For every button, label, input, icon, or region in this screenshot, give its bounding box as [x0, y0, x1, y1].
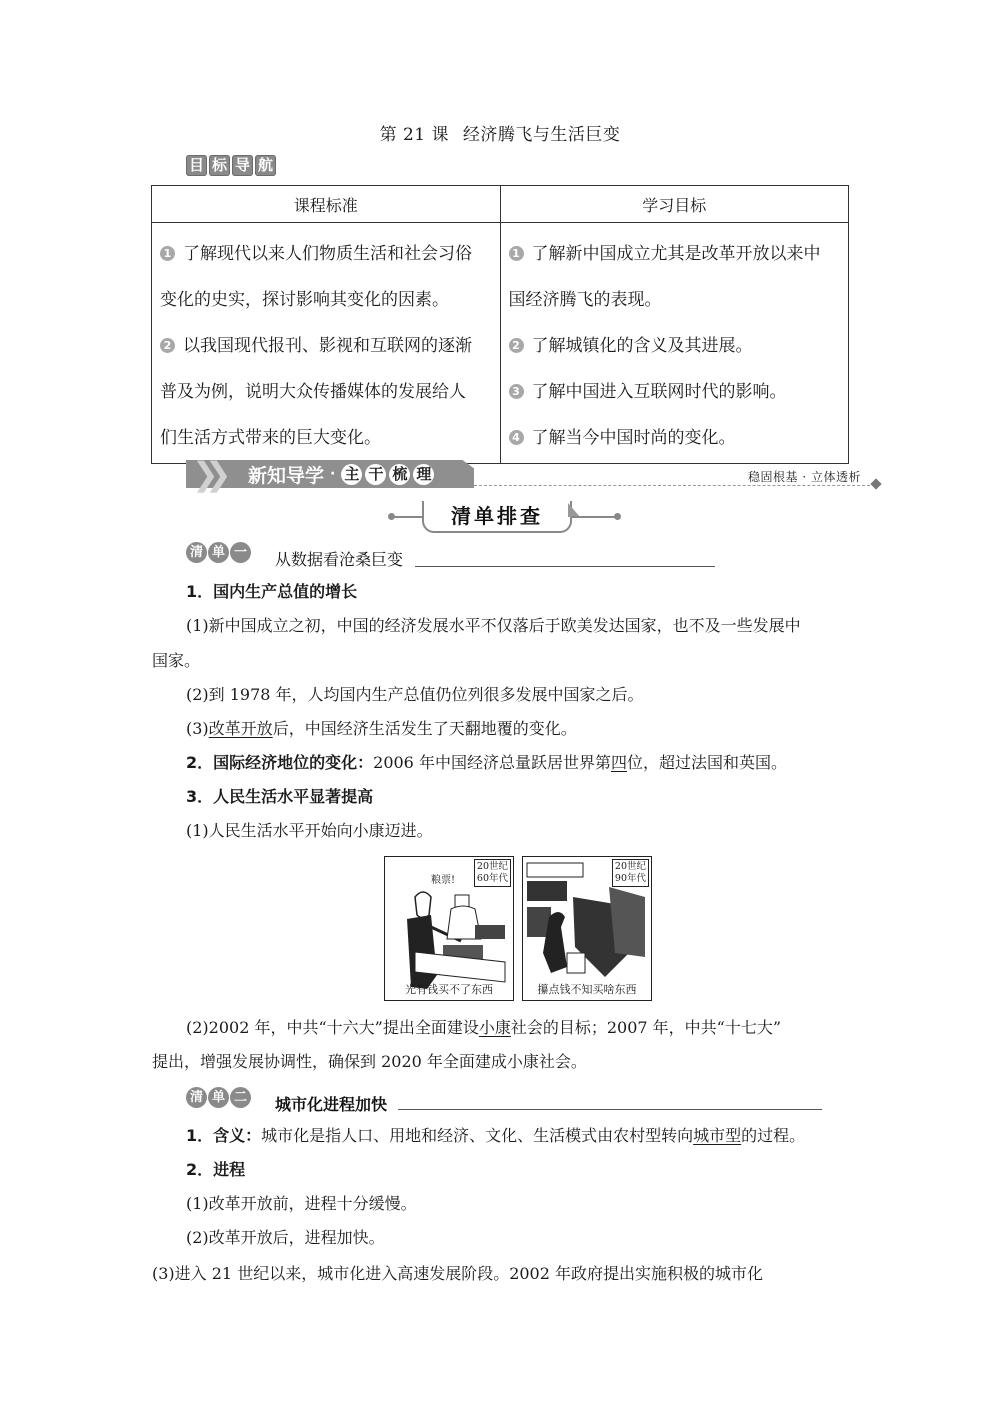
text: 社会的目标；2007 年，中共“十七大” [510, 1018, 782, 1037]
cartoon-1990s [522, 856, 652, 1001]
number-4-icon: 4 [509, 430, 524, 445]
number-2-icon: 2 [509, 338, 524, 353]
fill-blank-line [415, 566, 715, 567]
goal-navigation-badge [186, 155, 276, 176]
triangle-right-icon [568, 503, 580, 517]
circled-char: 干 [365, 464, 386, 485]
fill-blank-line [398, 1109, 822, 1110]
era-line: 20世纪 [476, 861, 508, 872]
cartoon-caption: 攥点钱不知买啥东西 [537, 983, 637, 996]
paragraph: (2)到 1978 年，人均国内生产总值仍位列很多发展中国家之后。 [186, 685, 644, 704]
objective-text: 国经济腾飞的表现。 [508, 290, 662, 310]
underlined-answer: 城市型 [693, 1126, 742, 1145]
diamond-icon [870, 478, 881, 489]
objective-item [509, 231, 841, 277]
standard-item [160, 323, 492, 369]
double-chevron-icon: ❯❯ [192, 455, 218, 493]
paragraph [186, 719, 577, 739]
checklist-header: 清单排查 [422, 501, 572, 533]
speech-text: 粮票! [431, 875, 456, 886]
era-line: 60年代 [476, 873, 508, 884]
badge-char: 目 [186, 155, 207, 176]
text: 的过程。 [741, 1126, 806, 1145]
heading-intl-status: 2．国际经济地位的变化： [186, 753, 374, 772]
paragraph [186, 1018, 781, 1038]
section2-title: 城市化进程加快 [275, 1095, 388, 1114]
heading-definition: 1．含义： [186, 1126, 262, 1145]
lesson-title [0, 120, 1000, 145]
number-2-icon: 2 [160, 338, 175, 353]
text: 2006 年中国经济总量跃居世界第 [373, 753, 611, 772]
badge-char: 二 [230, 1087, 251, 1108]
underlined-answer: 改革开放 [208, 719, 273, 738]
heading-gdp-growth: 1．国内生产总值的增长 [186, 582, 358, 601]
standard-text: 普及为例，说明大众传播媒体的发展给人 [160, 382, 466, 402]
underlined-answer: 四 [610, 753, 627, 772]
cartoon-1960s [384, 856, 514, 1001]
paragraph: (1)改革开放前，进程十分缓慢。 [186, 1194, 417, 1213]
section2-badge [186, 1087, 251, 1108]
number-1-icon: 1 [160, 246, 175, 261]
badge-char: 单 [208, 542, 229, 563]
badge-char: 一 [230, 542, 251, 563]
section1-badge [186, 542, 251, 563]
heading-living-standards: 3．人民生活水平显著提高 [186, 787, 374, 806]
paragraph: (1)新中国成立之初，中国的经济发展水平不仅落后于欧美发达国家，也不及一些发展中 [186, 616, 801, 635]
text: 城市化是指人口、用地和经济、文化、生活模式由农村型转向 [261, 1126, 694, 1145]
paragraph: (1)人民生活水平开始向小康迈进。 [186, 821, 433, 840]
badge-char: 标 [209, 155, 230, 176]
lesson-number: 第 21 课 [379, 125, 450, 145]
banner-title [248, 461, 437, 487]
standard-item [160, 231, 492, 277]
goals-table [151, 185, 849, 464]
header-course-standard: 课程标准 [152, 186, 501, 223]
circled-char: 梳 [389, 464, 410, 485]
objective-text: 了解中国进入互联网时代的影响。 [531, 382, 787, 402]
learning-objective-cell [500, 223, 849, 464]
banner-subtitle: 稳固根基 · 立体透析 [748, 470, 861, 484]
course-standard-cell [152, 223, 501, 464]
badge-char: 清 [186, 542, 207, 563]
number-3-icon: 3 [509, 384, 524, 399]
paragraph [186, 1126, 805, 1146]
standard-text: 变化的史实，探讨影响其变化的因素。 [160, 290, 449, 310]
text: 位，超过法国和英国。 [626, 753, 787, 772]
cartoon-caption: 光有钱买不了东西 [405, 983, 493, 996]
number-1-icon: 1 [509, 246, 524, 261]
paragraph [186, 753, 787, 773]
header-line-right [572, 516, 618, 518]
paragraph: 国家。 [152, 651, 201, 670]
era-line: 90年代 [614, 873, 646, 884]
paragraph: 提出，增强发展协调性，确保到 2020 年全面建成小康社会。 [152, 1052, 587, 1071]
header-learning-objective: 学习目标 [500, 186, 849, 223]
underlined-answer: 小康 [478, 1018, 511, 1037]
objective-text: 了解城镇化的含义及其进展。 [531, 336, 753, 356]
lesson-name: 经济腾飞与生活巨变 [462, 125, 621, 145]
objective-item [509, 415, 841, 461]
dashed-divider [474, 485, 870, 486]
objective-item [509, 369, 841, 415]
text: (3) [186, 719, 209, 738]
objective-item [509, 323, 841, 369]
text: (2)2002 年，中共“十六大”提出全面建设 [186, 1018, 479, 1037]
badge-char: 单 [208, 1087, 229, 1108]
standard-text: 以我国现代报刊、影视和互联网的逐渐 [183, 336, 472, 356]
heading-progress: 2．进程 [186, 1160, 246, 1179]
era-label [612, 859, 649, 887]
dot-icon [614, 513, 621, 520]
badge-char: 航 [255, 155, 276, 176]
era-label [474, 859, 511, 887]
objective-text: 了解当今中国时尚的变化。 [531, 428, 736, 448]
banner-separator: · [330, 466, 336, 482]
circled-char: 主 [341, 464, 362, 485]
standard-text: 了解现代以来人们物质生活和社会习俗 [183, 244, 472, 264]
objective-text: 了解新中国成立尤其是改革开放以来中 [531, 244, 821, 264]
standard-text: 们生活方式带来的巨大变化。 [160, 428, 381, 448]
era-line: 20世纪 [614, 861, 646, 872]
paragraph: (3)进入 21 世纪以来，城市化进入高速发展阶段。2002 年政府提出实施积极的城市化 [152, 1264, 764, 1283]
circled-char: 理 [413, 464, 434, 485]
section1-title: 从数据看沧桑巨变 [275, 550, 404, 569]
badge-char: 导 [232, 155, 253, 176]
banner-left-text: 新知导学 [248, 464, 325, 487]
text: 后，中国经济生活发生了天翻地覆的变化。 [272, 719, 577, 738]
paragraph: (2)改革开放后，进程加快。 [186, 1228, 385, 1247]
badge-char: 清 [186, 1087, 207, 1108]
